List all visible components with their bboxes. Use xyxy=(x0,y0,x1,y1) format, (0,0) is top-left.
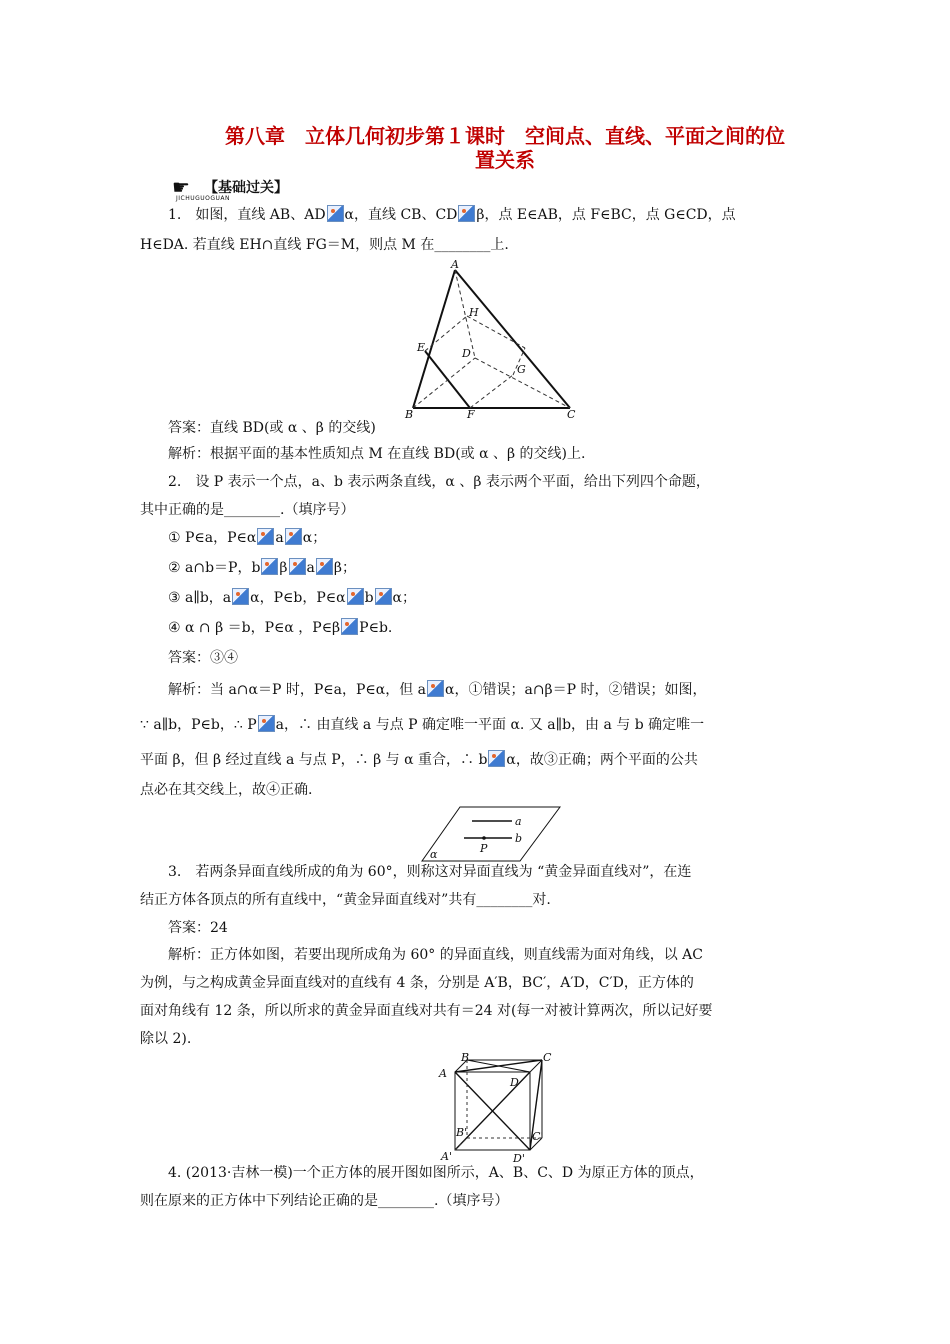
q1-analysis: 解析：根据平面的基本性质知点 M 在直线 BD(或 α 、β 的交线)上. xyxy=(168,446,586,462)
q2-item-4-a: ④ α ∩ β ＝b，P∈α ，P∈β xyxy=(168,620,341,636)
fig3-label-A: A xyxy=(439,1067,447,1080)
q2-item-1 xyxy=(168,528,326,548)
q2-analysis-2 xyxy=(140,715,704,735)
q3-line-2: 结正方体各顶点的所有直线中，“黄金异面直线对”共有________对. xyxy=(140,892,551,908)
subset-symbol-icon xyxy=(427,680,444,697)
q3-answer: 答案：24 xyxy=(168,920,228,936)
figure-plane xyxy=(420,805,565,863)
q3-analysis-1: 解析：正方体如图，若要出现所成角为 60° 的异面直线，则直线需为面对角线，以 AC xyxy=(168,947,703,963)
q4-line-1: 4. (2013·吉林一模)一个正方体的展开图如图所示，A、B、C、D 为原正方体的顶点， xyxy=(168,1165,704,1181)
subset-symbol-icon xyxy=(285,528,302,545)
q2-line-2: 其中正确的是________.（填序号） xyxy=(140,502,355,518)
figure-tetrahedron xyxy=(405,258,585,420)
q2-item-2-a: ② a∩b＝P，b xyxy=(168,560,261,576)
q2-item-1-b: a xyxy=(275,530,284,546)
subset-symbol-icon xyxy=(316,558,333,575)
subset-symbol-icon xyxy=(261,558,278,575)
fig2-label-alpha: α xyxy=(430,848,438,861)
fig1-label-C: C xyxy=(567,408,576,421)
q2-line-1: 2. 设 P 表示一个点，a、b 表示两条直线，α 、β 表示两个平面，给出下列四个命题， xyxy=(168,474,710,490)
q2-item-1-a: ① P∈a，P∈α xyxy=(168,530,257,546)
q1-text-c: β，点 E∈AB，点 F∈BC，点 G∈CD，点 xyxy=(476,207,736,223)
q2-item-2 xyxy=(168,558,356,578)
q2-item-1-c: α； xyxy=(302,530,327,546)
q2-answer: 答案：③④ xyxy=(168,650,238,666)
q2-analysis-3 xyxy=(140,750,698,770)
not-in-symbol-icon xyxy=(258,715,275,732)
section-pinyin: JICHUGUOGUAN xyxy=(176,195,231,202)
q2-item-3 xyxy=(168,588,416,608)
title-line-2: 置关系 xyxy=(475,148,535,172)
q1-answer: 答案：直线 BD(或 α 、β 的交线) xyxy=(168,420,376,436)
subset-symbol-icon xyxy=(488,750,505,767)
fig3-label-C: C xyxy=(543,1051,552,1064)
fig1-label-F: F xyxy=(467,408,475,421)
q2-analysis-4: 点必在其交线上，故④正确. xyxy=(140,782,313,798)
implies-symbol-icon xyxy=(257,528,274,545)
q1-line-2: H∈DA. 若直线 EH∩直线 FG＝M，则点 M 在________上. xyxy=(140,237,509,253)
q1-text-a: 1. 如图，直线 AB、AD xyxy=(168,207,326,223)
q2-item-2-c: a xyxy=(306,560,315,576)
q3-line-1: 3. 若两条异面直线所成的角为 60°，则称这对异面直线为 “黄金异面直线对”，在连 xyxy=(168,864,692,880)
fig2-label-P: P xyxy=(480,842,488,855)
fig3-label-Cp: C' xyxy=(532,1130,544,1143)
q2-item-3-b: α，P∈b，P∈α xyxy=(250,590,346,606)
fig3-label-Ap: A' xyxy=(441,1150,452,1163)
q2-item-3-d: α； xyxy=(392,590,416,606)
fig3-label-Bp: B' xyxy=(456,1126,468,1139)
fig1-label-D: D xyxy=(462,347,471,360)
q2-item-3-a: ③ a∥b，a xyxy=(168,590,232,606)
q2-analysis-1-a: 解析：当 a∩α＝P 时，P∈a，P∈α，但 a xyxy=(168,682,427,698)
q2-item-4-b: P∈b. xyxy=(359,620,393,636)
title-line-1: 第八章 立体几何初步第１课时 空间点、直线、平面之间的位 xyxy=(225,124,785,148)
page-title xyxy=(190,124,820,172)
q2-analysis-1-b: α，①错误；a∩β＝P 时，②错误；如图， xyxy=(445,682,707,698)
q2-analysis-2-a: ∵ a∥b，P∈b，∴ P xyxy=(140,717,257,733)
q2-item-3-c: b xyxy=(364,590,374,606)
fig2-label-a: a xyxy=(515,815,522,828)
q2-analysis-3-b: α，故③正确；两个平面的公共 xyxy=(506,752,698,768)
fig2-label-b: b xyxy=(515,832,523,845)
fig3-label-D: D xyxy=(510,1076,519,1089)
subset-symbol-icon xyxy=(327,205,344,222)
q2-item-4 xyxy=(168,618,392,638)
figure-cube xyxy=(435,1052,550,1164)
subset-symbol-icon xyxy=(375,588,392,605)
fig1-label-G: G xyxy=(517,363,526,376)
subset-symbol-icon xyxy=(232,588,249,605)
implies-symbol-icon xyxy=(289,558,306,575)
q2-item-2-d: β； xyxy=(333,560,356,576)
fig1-label-E: E xyxy=(417,341,426,354)
fig1-label-B: B xyxy=(405,408,414,421)
section-label: 【基础过关】 xyxy=(204,180,288,196)
q1-line-1 xyxy=(168,205,736,225)
q2-analysis-3-a: 平面 β，但 β 经过直线 a 与点 P，∴ β 与 α 重合，∴ b xyxy=(140,752,488,768)
q4-line-2: 则在原来的正方体中下列结论正确的是________.（填序号） xyxy=(140,1193,509,1209)
implies-symbol-icon xyxy=(341,618,358,635)
implies-symbol-icon xyxy=(347,588,364,605)
q1-text-b: α，直线 CB、CD xyxy=(344,207,458,223)
q3-analysis-2: 为例，与之构成黄金异面直线对的直线有 4 条，分别是 A′B，BC′，A′D，C′D，正方体的 xyxy=(140,975,694,991)
q3-analysis-4: 除以 2). xyxy=(140,1031,192,1047)
fig3-label-Dp: D' xyxy=(513,1152,525,1165)
fig1-label-H: H xyxy=(469,306,479,319)
section-badge xyxy=(172,175,312,203)
q2-item-2-b: β xyxy=(279,560,288,576)
pointing-hand-icon: ☛ xyxy=(172,175,190,199)
q2-analysis-2-b: a，∴ 由直线 a 与点 P 确定唯一平面 α. 又 a∥b，由 a 与 b 确定唯一 xyxy=(275,717,705,733)
q2-analysis-1 xyxy=(168,680,707,700)
fig1-label-A: A xyxy=(451,258,459,271)
subset-symbol-icon xyxy=(458,205,475,222)
fig3-label-B: B xyxy=(461,1051,470,1064)
q3-analysis-3: 面对角线有 12 条，所以所求的黄金异面直线对共有＝24 对(每一对被计算两次，所以记好要 xyxy=(140,1003,713,1019)
